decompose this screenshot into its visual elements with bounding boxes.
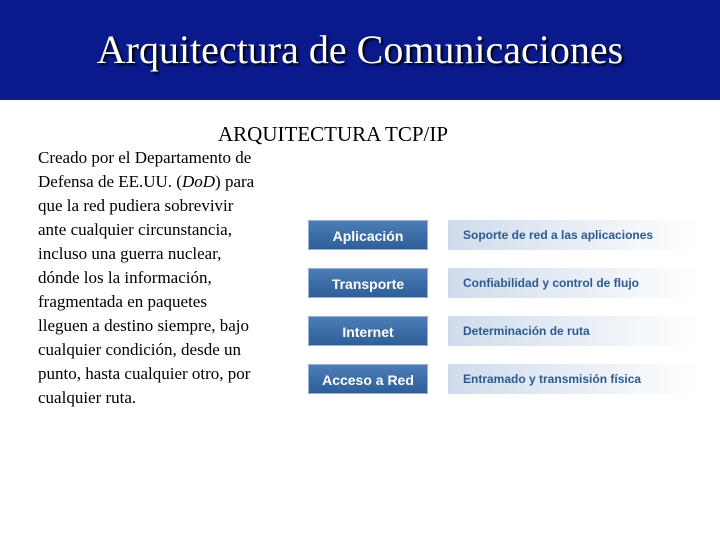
layer-name-internet: Internet — [308, 316, 428, 346]
slide-title: Arquitectura de Comunicaciones — [96, 27, 624, 72]
layer-desc-transporte: Confiabilidad y control de flujo — [448, 268, 700, 298]
description-text-2: ) para que la red pudiera sobrevivir ante cualquier circunstancia, incluso una guerra nuclear, dónde los la información, fragmentada en paquetes lleguen a destino siempre, bajo cualquier condición, desde un punto, hasta cualquier otro, por cualquier ruta. — [38, 172, 255, 407]
layer-name-aplicacion: Aplicación — [308, 220, 428, 250]
layer-desc-internet: Determinación de ruta — [448, 316, 700, 346]
description-text-1: Creado por el Departamento de Defensa de EE.UU. ( — [38, 148, 252, 191]
slide-subtitle: ARQUITECTURA TCP/IP — [218, 122, 449, 146]
layer-name-acceso-red: Acceso a Red — [308, 364, 428, 394]
description-paragraph — [38, 146, 260, 410]
title-bar — [0, 0, 720, 100]
layer-desc-aplicacion: Soporte de red a las aplicaciones — [448, 220, 700, 250]
layer-name-transporte: Transporte — [308, 268, 428, 298]
description-italic: DoD — [181, 172, 216, 191]
layer-desc-acceso-red: Entramado y transmisión física — [448, 364, 700, 394]
